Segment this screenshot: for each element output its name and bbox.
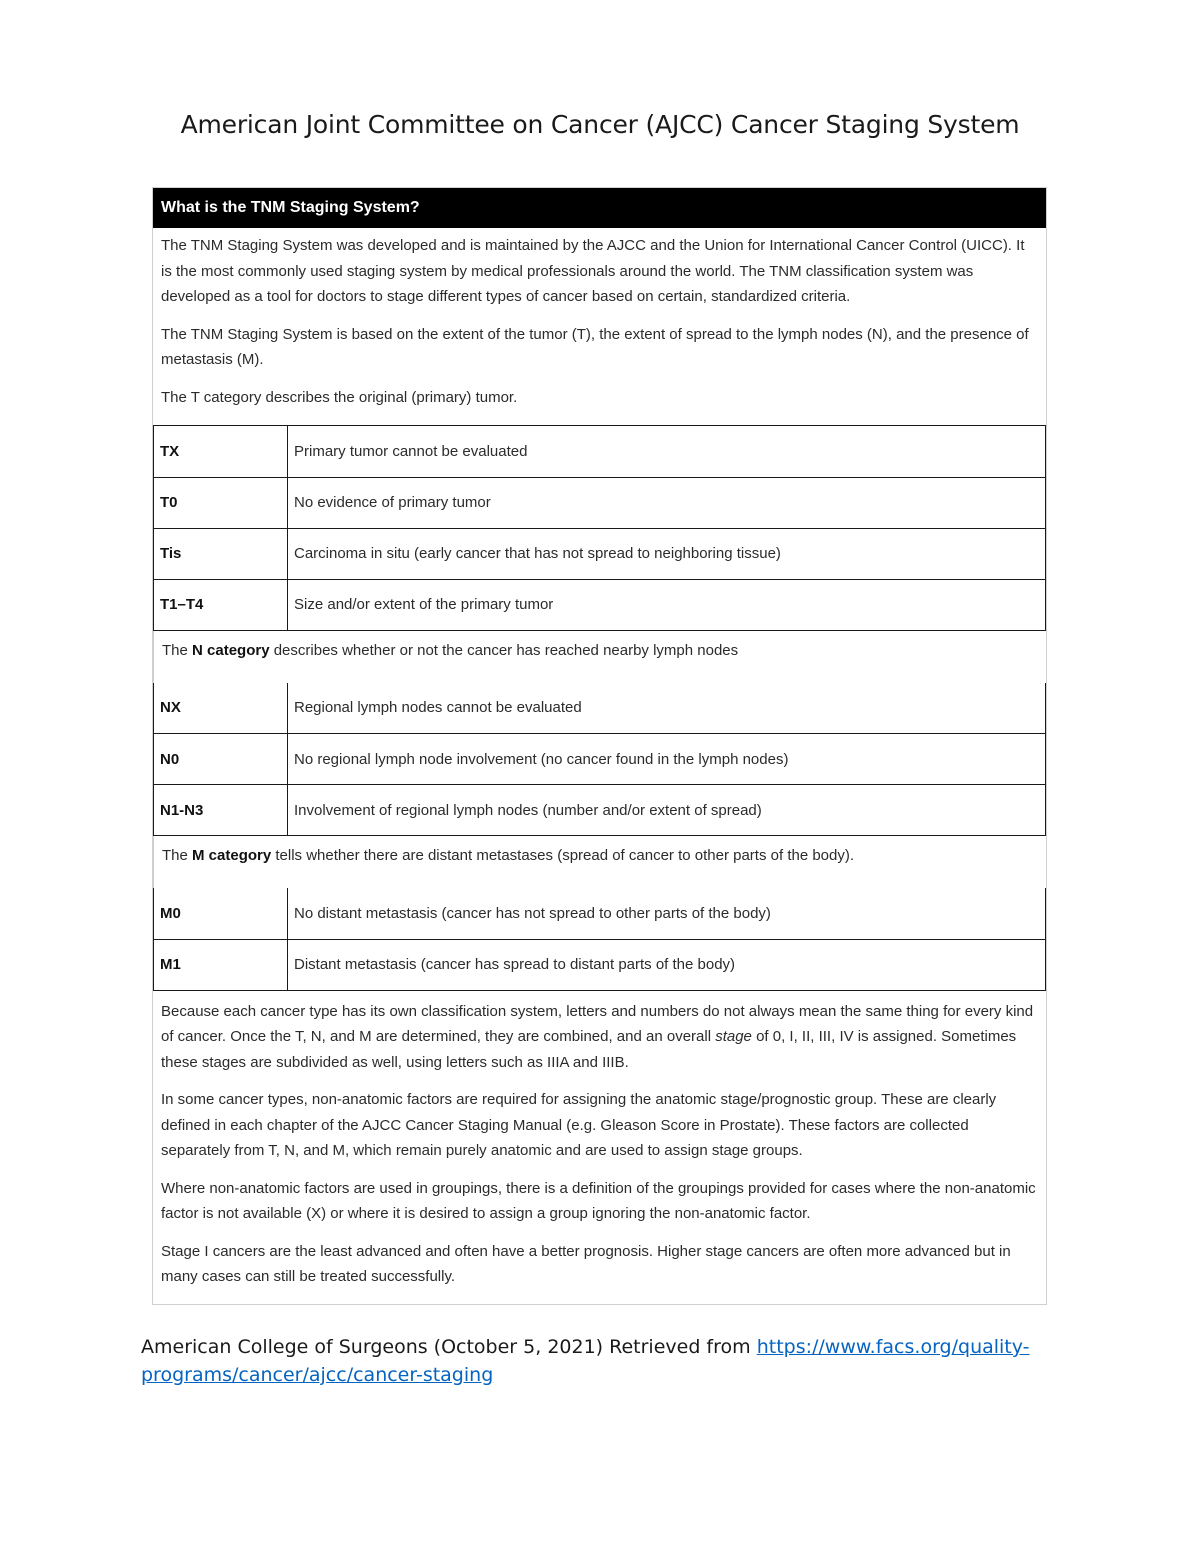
tnm-info-card <box>152 187 1047 1305</box>
category-code: NX <box>154 683 288 734</box>
card-header: What is the TNM Staging System? <box>153 188 1046 228</box>
table-row <box>154 888 1046 939</box>
outro-section <box>153 991 1046 1304</box>
intro-paragraph: The TNM Staging System is based on the extent of the tumor (T), the extent of spread to the lymph nodes (N), and the presence of metastasis (M). <box>161 325 1029 368</box>
citation-text: American College of Surgeons (October 5, 2021) Retrieved from <box>141 1336 757 1358</box>
outro-paragraph: Stage I cancers are the least advanced and often have a better prognosis. Higher stage cancers are often more advanced but in many cases can still be treated successfully. <box>161 1242 1011 1285</box>
n-category-table <box>153 683 1046 837</box>
category-code: M1 <box>154 939 288 990</box>
category-code: N0 <box>154 734 288 785</box>
category-description: No regional lymph node involvement (no cancer found in the lymph nodes) <box>288 734 1046 785</box>
table-row <box>154 785 1046 836</box>
category-code: M0 <box>154 888 288 939</box>
m-intro-text: The <box>162 847 193 864</box>
table-row <box>154 683 1046 734</box>
category-code: Tis <box>154 528 288 579</box>
source-link[interactable]: https://www.facs.org/quality-programs/cancer/ajcc/cancer-staging <box>141 1336 1030 1386</box>
outro-text: Because each cancer type has its own classification system, letters and numbers do not always mean the same thing for every kind of cancer. Once the T, N, and M are determined, they are combined, and an overall <box>161 1002 1034 1045</box>
n-intro-bold: N category <box>192 641 270 659</box>
outro-paragraph <box>161 999 1038 1076</box>
table-row <box>154 426 1046 477</box>
citation <box>141 1333 1061 1389</box>
category-description: Regional lymph nodes cannot be evaluated <box>288 683 1046 734</box>
outro-paragraph: In some cancer types, non-anatomic factors are required for assigning the anatomic stage/prognostic group. These are clearly defined in each chapter of the AJCC Cancer Staging Manual (e.g. Gleason Score in Prostate). These factors are collected separately from T, N, and M, which remain purely anatomic and are used to assign stage groups. <box>161 1091 997 1159</box>
n-intro-text: describes whether or not the cancer has reached nearby lymph nodes <box>269 641 739 659</box>
category-description: Size and/or extent of the primary tumor <box>288 579 1046 630</box>
outro-italic: stage <box>715 1028 752 1045</box>
intro-section <box>153 228 1046 426</box>
category-description: No evidence of primary tumor <box>288 477 1046 528</box>
t-category-table <box>153 426 1046 631</box>
document-title: American Joint Committee on Cancer (AJCC) Cancer Staging System <box>180 110 1020 139</box>
category-code: TX <box>154 426 288 477</box>
category-description: Distant metastasis (cancer has spread to distant parts of the body) <box>288 939 1046 990</box>
category-description: Involvement of regional lymph nodes (number and/or extent of spread) <box>288 785 1046 836</box>
m-category-table <box>153 888 1046 991</box>
table-row <box>154 528 1046 579</box>
category-code: T1–T4 <box>154 579 288 630</box>
table-row <box>154 939 1046 990</box>
m-category-intro <box>153 836 1046 888</box>
category-code: T0 <box>154 477 288 528</box>
outro-text: of 0, I, II, III, IV is assigned. Sometimes these stages are subdivided as well, using letters such as IIIA and IIIB. <box>161 1028 1017 1071</box>
table-row <box>154 477 1046 528</box>
intro-paragraph: The TNM Staging System was developed and is maintained by the AJCC and the Union for International Cancer Control (UICC). It is the most commonly used staging system by medical professionals around the world. The TNM classification system was developed as a tool for doctors to stage different types of cancer based on certain, standardized criteria. <box>161 237 1025 305</box>
category-code: N1-N3 <box>154 785 288 836</box>
m-intro-text: tells whether there are distant metastases (spread of cancer to other parts of the body). <box>271 847 855 864</box>
category-description: No distant metastasis (cancer has not spread to other parts of the body) <box>288 888 1046 939</box>
t-category-intro: The T category describes the original (primary) tumor. <box>161 388 518 406</box>
category-description: Carcinoma in situ (early cancer that has not spread to neighboring tissue) <box>288 528 1046 579</box>
category-description: Primary tumor cannot be evaluated <box>288 426 1046 477</box>
outro-paragraph: Where non-anatomic factors are used in groupings, there is a definition of the groupings provided for cases where the non-anatomic factor is not available (X) or where it is desired to assign a group ignoring the non-anatomic factor. <box>161 1179 1036 1222</box>
n-category-intro <box>153 631 1046 683</box>
m-intro-bold: M category <box>192 847 272 864</box>
table-row <box>154 734 1046 785</box>
table-row <box>154 579 1046 630</box>
n-intro-text: The <box>162 641 193 659</box>
